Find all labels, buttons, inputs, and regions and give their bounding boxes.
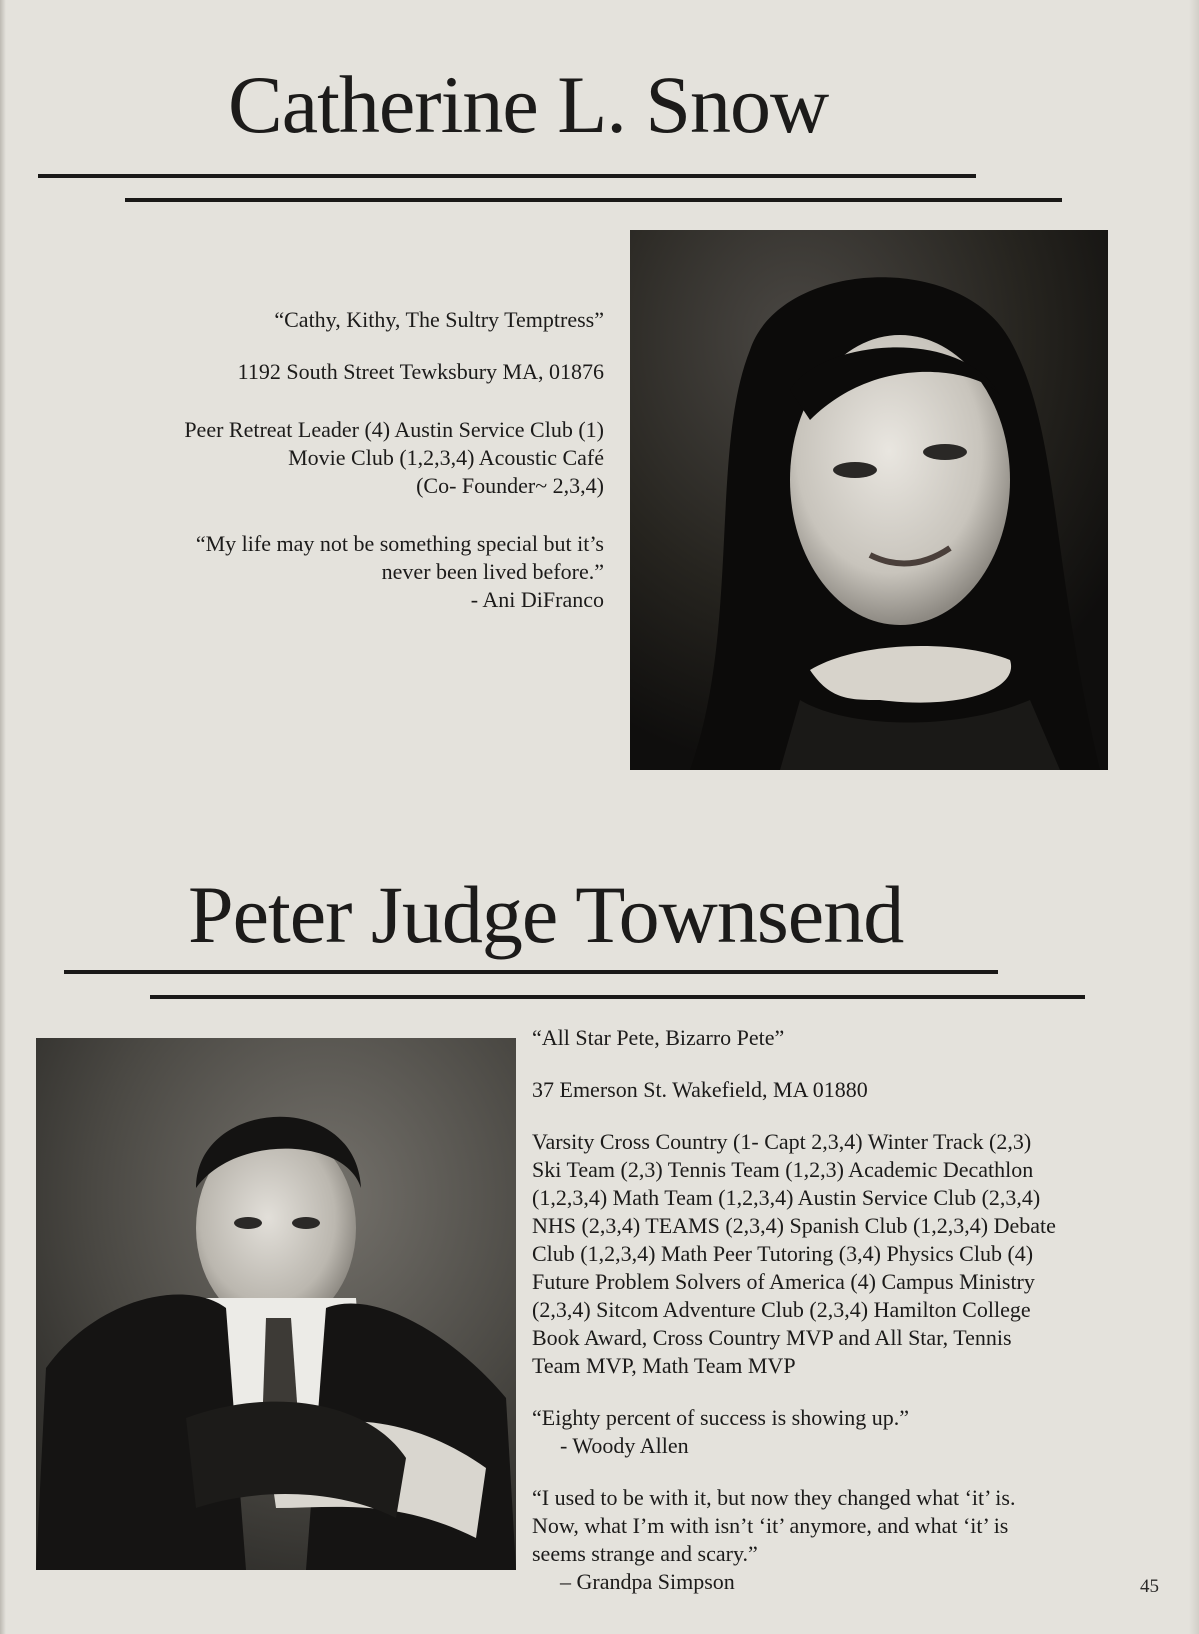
activities-line: (1,2,3,4) Math Team (1,2,3,4) Austin Service Club (2,3,4) <box>532 1185 1041 1210</box>
activities-line: Future Problem Solvers of America (4) Campus Ministry <box>532 1269 1035 1294</box>
quote-line: “My life may not be something special but it’s <box>195 531 604 556</box>
name-underline-bottom <box>150 995 1085 999</box>
portrait-photo-image <box>36 1038 516 1570</box>
activities <box>70 416 604 500</box>
activities-line: (Co- Founder~ 2,3,4) <box>416 473 604 498</box>
activities-line: (2,3,4) Sitcom Adventure Club (2,3,4) Hamilton College <box>532 1297 1031 1322</box>
name-underline-top <box>64 970 998 974</box>
activities-line: Varsity Cross Country (1- Capt 2,3,4) Winter Track (2,3) <box>532 1129 1032 1154</box>
activities-line: Team MVP, Math Team MVP <box>532 1353 796 1378</box>
student-photo <box>36 1038 516 1570</box>
page-right-edge <box>1189 0 1199 1634</box>
address: 37 Emerson St. Wakefield, MA 01880 <box>532 1077 868 1102</box>
quote-line: seems strange and scary.” <box>532 1541 758 1566</box>
portrait-photo-image <box>630 230 1108 770</box>
activities-line: Book Award, Cross Country MVP and All Star, Tennis <box>532 1325 1012 1350</box>
name-underline-top <box>38 174 976 178</box>
nickname: “All Star Pete, Bizarro Pete” <box>532 1025 785 1050</box>
name-underline-bottom <box>125 198 1062 202</box>
student-name: Catherine L. Snow <box>228 59 829 150</box>
quote-attribution: - Woody Allen <box>560 1433 689 1458</box>
student-photo <box>630 230 1108 770</box>
page-number: 45 <box>1140 1576 1159 1597</box>
nickname: “Cathy, Kithy, The Sultry Temptress” <box>274 307 604 332</box>
quote <box>70 530 604 614</box>
quote-line: “I used to be with it, but now they changed what ‘it’ is. <box>532 1485 1016 1510</box>
activities-line: Ski Team (2,3) Tennis Team (1,2,3) Academic Decathlon <box>532 1157 1034 1182</box>
quote-line: “Eighty percent of success is showing up.” <box>532 1405 909 1430</box>
student-name: Peter Judge Townsend <box>188 869 904 960</box>
quote-two <box>532 1484 1112 1596</box>
profile-text <box>70 306 604 614</box>
address: 1192 South Street Tewksbury MA, 01876 <box>237 359 604 384</box>
quote-one <box>532 1404 1112 1460</box>
quote-attribution: – Grandpa Simpson <box>560 1569 735 1594</box>
quote-line: never been lived before.” <box>381 559 604 584</box>
quote-line: Now, what I’m with isn’t ‘it’ anymore, and what ‘it’ is <box>532 1513 1009 1538</box>
activities-line: Movie Club (1,2,3,4) Acoustic Café <box>288 445 604 470</box>
activities-line: Club (1,2,3,4) Math Peer Tutoring (3,4) Physics Club (4) <box>532 1241 1034 1266</box>
activities-line: Peer Retreat Leader (4) Austin Service Club (1) <box>184 417 604 442</box>
quote-attribution: - Ani DiFranco <box>470 587 604 612</box>
page-binding-edge <box>0 0 6 1634</box>
activities-line: NHS (2,3,4) TEAMS (2,3,4) Spanish Club (1,2,3,4) Debate <box>532 1213 1056 1238</box>
profile-text <box>532 1024 1112 1596</box>
activities <box>532 1128 1112 1380</box>
